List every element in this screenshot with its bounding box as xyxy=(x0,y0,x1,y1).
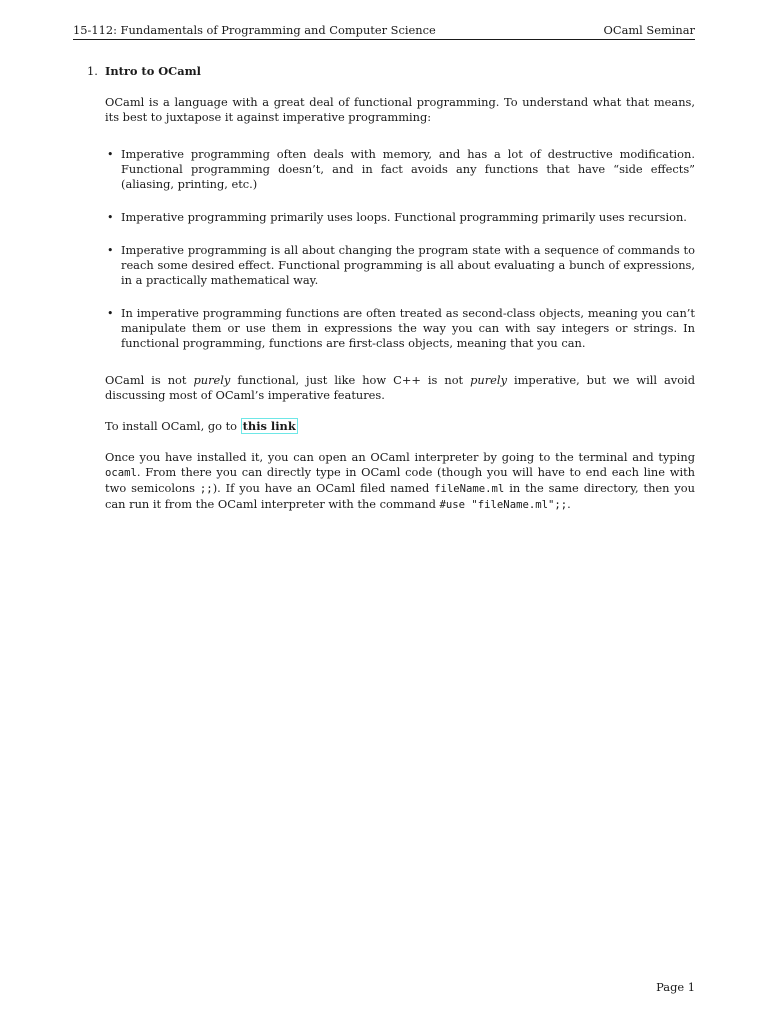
intro-paragraph: OCaml is a language with a great deal of functional programming. To understand what that means, its best to juxtapose it against imperative programming: xyxy=(105,95,695,124)
bullet-icon: • xyxy=(107,307,114,320)
bullet-icon: • xyxy=(107,148,114,161)
purity-emphasis-2: purely xyxy=(470,373,508,387)
purity-paragraph xyxy=(105,373,695,403)
purity-text-2: functional, just like how C++ is not xyxy=(230,373,471,387)
install-text: To install OCaml, go to xyxy=(105,419,241,433)
code-ocaml: ocaml xyxy=(105,467,137,479)
list-item-text: In imperative programming functions are often treated as second-class objects, meaning you can’t manipulate them or use them in expressions the way you can with say integers or strings. In functional programming, functions are first-class objects, meaning that you can. xyxy=(121,306,695,350)
running-header xyxy=(73,22,695,40)
usage-text-1: Once you have installed it, you can open an OCaml interpreter by going to the terminal and typing xyxy=(105,450,695,464)
purity-text-1: OCaml is not xyxy=(105,373,194,387)
usage-text-4: in the same directory, then you can run it from the OCaml interpreter with the command xyxy=(105,481,696,511)
list-item xyxy=(107,306,695,351)
section-title: Intro to OCaml xyxy=(105,64,202,78)
section-heading xyxy=(87,64,695,79)
list-item xyxy=(107,147,695,192)
list-item xyxy=(107,243,695,288)
install-link[interactable]: this link xyxy=(242,419,296,433)
purity-emphasis-1: purely xyxy=(193,373,231,387)
section-number: 1. xyxy=(87,64,98,78)
usage-text-5: . xyxy=(567,497,571,511)
usage-text-2: . From there you can directly type in OCaml code (though you will have to end each line with two semicolons xyxy=(105,465,695,495)
course-title: 15-112: Fundamentals of Programming and Computer Science xyxy=(73,23,436,37)
purity-text-3: imperative, but we will avoid discussing most of OCaml’s imperative features. xyxy=(105,373,695,402)
seminar-title: OCaml Seminar xyxy=(603,23,695,37)
bullet-icon: • xyxy=(107,244,114,257)
main-content xyxy=(73,64,695,513)
code-filename: fileName.ml xyxy=(434,483,505,495)
usage-text-3: ). If you have an OCaml filed named xyxy=(212,481,435,495)
comparison-list xyxy=(73,147,695,351)
page-number: Page 1 xyxy=(656,980,695,994)
code-semicolons: ;; xyxy=(199,483,213,495)
list-item xyxy=(107,210,695,225)
code-use-command: #use "fileName.ml";; xyxy=(439,499,568,511)
list-item-text: Imperative programming primarily uses loops. Functional programming primarily uses recursion. xyxy=(121,210,687,224)
list-item-text: Imperative programming is all about changing the program state with a sequence of commands to reach some desired effect. Functional programming is all about evaluating a bunch of expressions, in a practically mathematical way. xyxy=(121,243,695,287)
usage-paragraph xyxy=(105,450,695,513)
bullet-icon: • xyxy=(107,211,114,224)
install-paragraph xyxy=(105,419,695,434)
list-item-text: Imperative programming often deals with memory, and has a lot of destructive modification. Functional programming doesn’t, and in fact avoids any functions that have “side effects” (aliasing, printing, etc.) xyxy=(121,147,695,191)
